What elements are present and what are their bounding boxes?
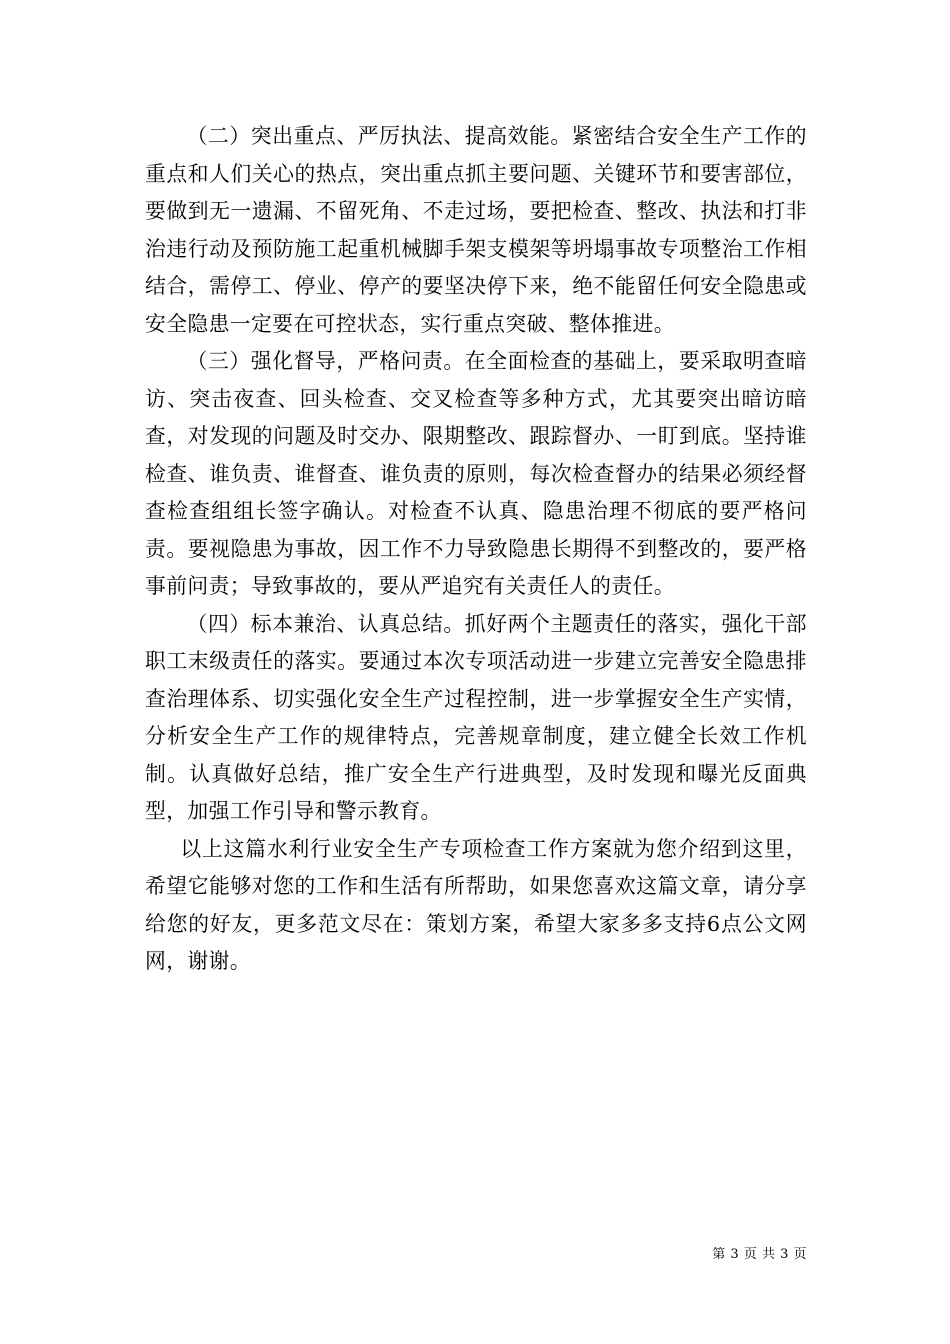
paragraph-root-cause-summary: （四）标本兼治、认真总结。抓好两个主题责任的落实，强化干部职工末级责任的落实。要通过本次专项活动进一步建立完善安全隐患排查治理体系、切实强化安全生产过程控制，进一步掌握安全生产实情，分析安全生产工作的规律特点，完善规章制度，建立健全长效工作机制。认真做好总结，推广安全生产行进典型，及时发现和曝光反面典型，加强工作引导和警示教育。 — [145, 611, 807, 823]
paragraph-emphasis-enforcement: （二）突出重点、严厉执法、提高效能。紧密结合安全生产工作的重点和人们关心的热点，突出重点抓主要问题、关键环节和要害部位，要做到无一遗漏、不留死角、不走过场，要把检查、整改、执法和打非治违行动及预防施工起重机械脚手架支模架等坍塌事故专项整治工作相结合，需停工、停业、停产的要坚决停下来，绝不能留任何安全隐患或安全隐患一定要在可控状态，实行重点突破、整体推进。 — [145, 124, 807, 336]
document-body — [145, 118, 807, 981]
paragraph-closing-remarks: 以上这篇水利行业安全生产专项检查工作方案就为您介绍到这里，希望它能够对您的工作和生活有所帮助，如果您喜欢这篇文章，请分享给您的好友，更多范文尽在：策划方案，希望大家多多支持6点公文网网，谢谢。 — [145, 836, 807, 973]
paragraph-supervision-accountability: （三）强化督导，严格问责。在全面检查的基础上，要采取明查暗访、突击夜查、回头检查、交叉检查等多种方式，尤其要突出暗访暗查，对发现的问题及时交办、限期整改、跟踪督办、一盯到底。坚持谁检查、谁负责、谁督查、谁负责的原则，每次检查督办的结果必须经督查检查组组长签字确认。对检查不认真、隐患治理不彻底的要严格问责。要视隐患为事故，因工作不力导致隐患长期得不到整改的，要严格事前问责；导致事故的，要从严追究有关责任人的责任。 — [145, 349, 807, 598]
page-number-footer: 第 3 页 共 3 页 — [712, 1247, 807, 1262]
